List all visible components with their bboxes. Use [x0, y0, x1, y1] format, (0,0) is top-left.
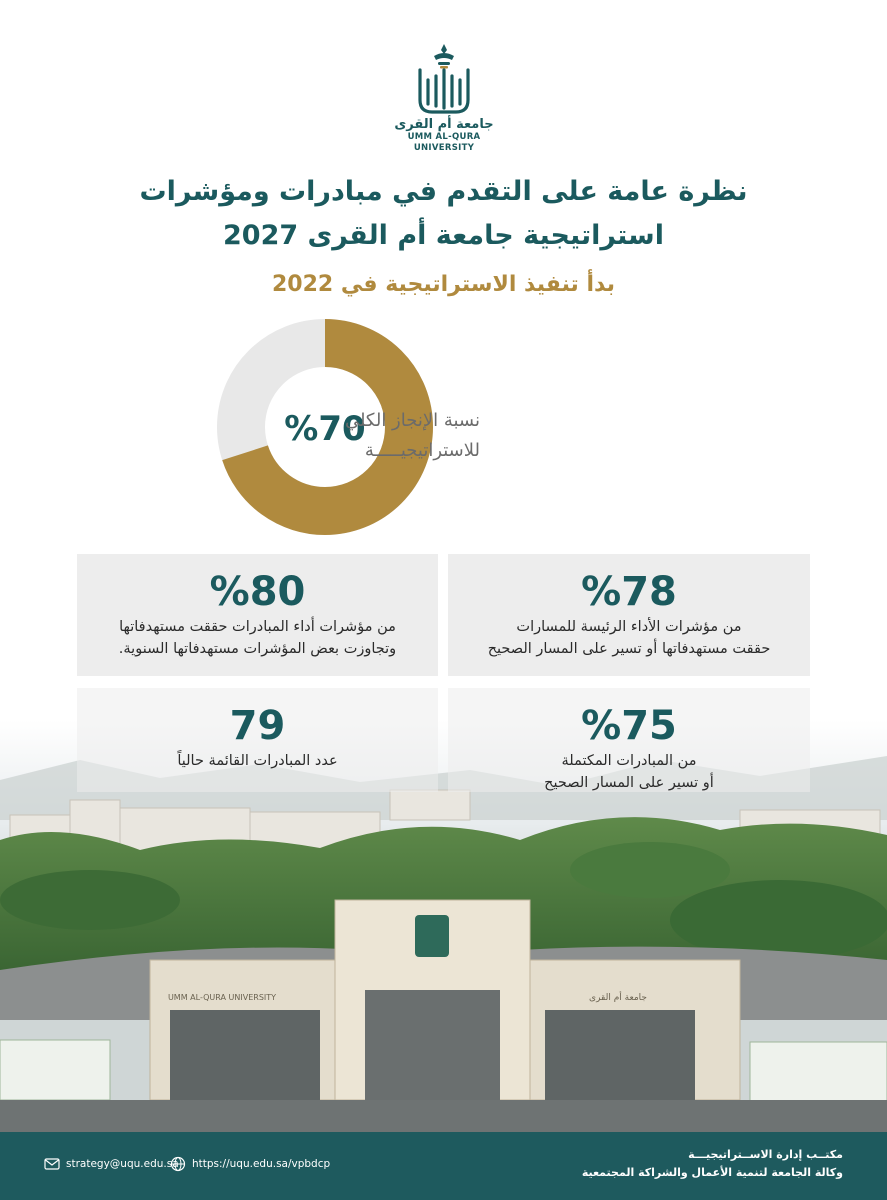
logo-english-name: UMM AL-QURA UNIVERSITY: [407, 132, 481, 153]
footer-website[interactable]: [170, 1156, 330, 1172]
overall-progress-label: [270, 406, 480, 466]
stat-card-completed-initiatives: [448, 688, 810, 792]
email-icon: [44, 1156, 60, 1172]
stat-value: %75: [581, 703, 677, 749]
gate-sign-arabic: جامعة أم القرى: [589, 993, 647, 1003]
overall-label-line2: للاستراتيجيـــــة: [364, 440, 480, 461]
donut-percent-label: %70: [284, 409, 366, 449]
footer-email-text[interactable]: strategy@uqu.edu.sa: [66, 1158, 179, 1170]
overall-label-line1: نسبة الإنجاز الكلي: [344, 410, 480, 431]
footer-bar: [0, 1132, 887, 1200]
stat-text-line2: حققت مستهدفاتها أو تسير على المسار الصحيح: [487, 641, 771, 657]
stat-card-kpi-tracks: [448, 554, 810, 676]
stat-text-line1: من مؤشرات أداء المبادرات حققت مستهدفاتها: [119, 619, 396, 635]
stat-text-line2: وتجاوزت بعض المؤشرات مستهدفاتها السنوية.: [118, 641, 397, 657]
stat-value: %78: [581, 569, 677, 615]
page-title-line1: نظرة عامة على التقدم في مبادرات ومؤشرات: [139, 176, 748, 207]
footer-email[interactable]: [44, 1156, 179, 1172]
stat-text-line1: من مؤشرات الأداء الرئيسة للمسارات: [516, 619, 742, 635]
footer-website-text[interactable]: https://uqu.edu.sa/vpbdcp: [192, 1158, 331, 1170]
stat-card-current-initiatives: [77, 688, 438, 792]
stat-value: %80: [209, 569, 306, 615]
gate-sign-english: UMM AL-QURA UNIVERSITY: [167, 993, 277, 1002]
globe-icon: [170, 1156, 186, 1172]
stat-card-initiative-kpis: [77, 554, 438, 676]
footer-dept-line1: مكتــب إدارة الاســتراتيجيـــة: [688, 1148, 843, 1161]
page-subtitle: بدأ تنفيذ الاستراتيجية في 2022: [272, 272, 615, 297]
university-emblem-icon: [414, 40, 474, 116]
university-logo: [378, 40, 510, 153]
stat-value: 79: [229, 703, 286, 749]
page-title-line2: استراتيجية جامعة أم القرى 2027: [223, 220, 664, 251]
stat-text-line1: من المبادرات المكتملة: [561, 753, 697, 769]
logo-arabic-name: جامعة أم القرى: [394, 117, 494, 132]
stat-text-line1: عدد المبادرات القائمة حالياً: [177, 753, 338, 769]
footer-department: [582, 1146, 843, 1182]
footer-dept-line2: وكالة الجامعة لتنمية الأعمال والشراكة المجتمعية: [581, 1166, 843, 1179]
stat-text-line2: أو تسير على المسار الصحيح: [544, 775, 714, 791]
